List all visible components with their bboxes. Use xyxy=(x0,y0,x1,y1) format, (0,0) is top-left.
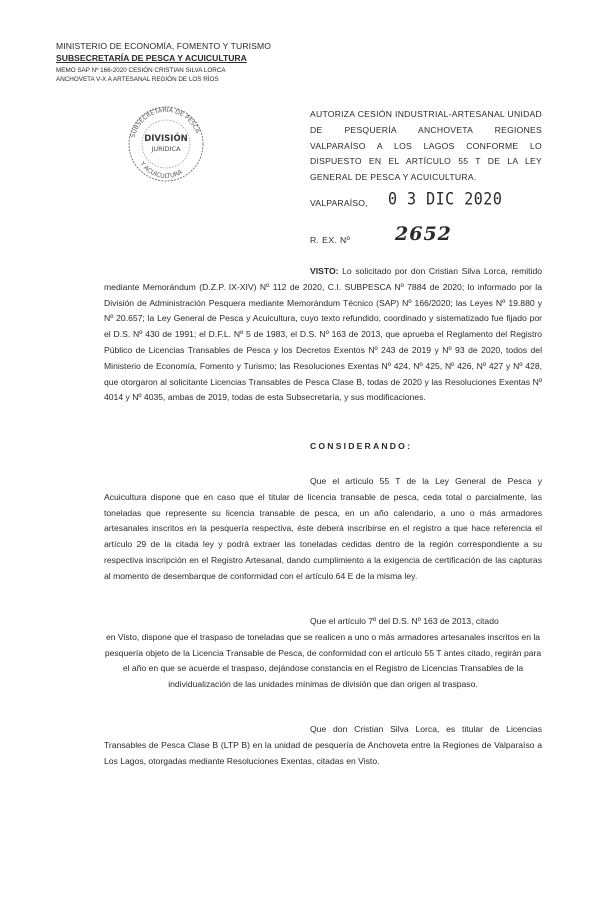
stamp-center-line1: DIVISIÓN xyxy=(144,134,188,144)
visto-paragraph xyxy=(104,264,542,406)
stamp-center-line2: JURÍDICA xyxy=(151,145,181,153)
resolution-subject: AUTORIZA CESIÓN INDUSTRIAL-ARTESANAL UNIDAD DE PESQUERÍA ANCHOVETA REGIONES VALPARAÍSO A LOS LAGOS CONFORME LO DISPUESTO EN EL ARTÍCULO 55 T DE LA LEY GENERAL DE PESCA Y ACUICULTURA. xyxy=(310,109,542,183)
stamp-ring-bottom: Y ACUICULTURA xyxy=(138,160,184,181)
memo-reference: MEMO SAP Nº 166-2020 CESIÓN CRISTIAN SILVA LORCA xyxy=(56,67,226,74)
subsecretaria-name: SUBSECRETARÍA DE PESCA Y ACUICULTURA xyxy=(56,53,247,63)
ministry-name: MINISTERIO DE ECONOMÍA, FOMENTO Y TURISMO xyxy=(56,41,271,51)
visto-text: Lo solicitado por don Cristian Silva Lorca, remitido mediante Memorándum (D.Z.P. IX-XIV) Nº 112 de 2020, C.I. SUBPESCA Nº 7884 de 2020; lo informado por la División de Administración Pesquera mediante Memorándum Técnico (SAP) Nº 166/2020; las Leyes Nº 19.880 y Nº 20.657; la Ley General de Pesca y Acuicultura, cuyo texto refundido, coordinado y sistematizado fue fijado por el D.S. Nº 430 de 1991; el D.F.L. Nº 5 de 1983, el D.S. Nº 163 de 2013, que aprueba el Reglamento del Registro Público de Licencias Transables de Pesca y los Decretos Exentos Nº 243 de 2019 y Nº 93 de 2020, todos del Ministerio de Economía, Fomento y Turismo; las Resoluciones Exentas Nº 424, Nº 425, Nº 426, Nº 427 y Nº 428, que otorgaron al solicitante Licencias Transables de Pesca Clase B, todas de 2020 y las Resoluciones Exentas Nº 4014 y Nº 4035, ambas de 2019, todas de esta Subsecretaría, y sus modificaciones. xyxy=(104,266,542,403)
considerando-heading: CONSIDERANDO: xyxy=(310,441,413,451)
resolution-label: R. EX. Nº xyxy=(310,235,351,245)
considerando-paragraph-1: Que el artículo 55 T de la Ley General de Pesca y Acuicultura dispone que en caso que el titular de licencia transable de pesca, ceda total o parcialmente, las toneladas que represente su licencia transable de pesca, en un año calendario, a uno o más armadores artesanales inscritos en la pesquería respectiva, éste deberá inscribirse en el registro a que hace referencia el artículo 29 de la citada ley y podrá extraer las toneladas cedidas dentro de la región correspondiente a su respectiva inscripción en el Registro Artesanal, dando cumplimiento a la exigencia de certificación de las capturas al momento de desembarque de conformidad con el artículo 64 E de la misma ley. xyxy=(104,476,542,581)
stamp-ring-top: SUBSECRETARÍA DE PESCA xyxy=(129,106,201,139)
visto-label: VISTO: xyxy=(310,266,339,276)
considerando-paragraph-2 xyxy=(104,614,542,693)
memo-reference-2: ANCHOVETA V-X A ARTESANAL REGIÓN DE LOS RÍOS xyxy=(56,76,219,83)
considerando-paragraph-2-rest: en Visto, dispone que el traspaso de toneladas que se realicen a uno o más armadores artesanales inscritos en la pesquería objeto de la Licencia Transable de Pesca, de conformidad con el artículo 55 T antes citado, regirán para el año en que se acuerde el traspaso, dejándose constancia en el Registro de Licencias Transables de la individualización de las unidades mínimas de división que dan origen al traspaso. xyxy=(104,631,542,690)
resolution-number: 2652 xyxy=(395,223,452,245)
considerando-paragraph-2-first-line: Que el artículo 7º del D.S. Nº 163 de 2013, citado xyxy=(310,616,499,626)
document-header xyxy=(56,40,306,84)
considerando-paragraph-3: Que don Cristian Silva Lorca, es titular de Licencias Transables de Pesca Clase B (LTP B) en la unidad de pesquería de Anchoveta entre la Regiones de Valparaíso a Los Lagos, otorgadas mediante Resoluciones Exentas, citadas en Visto. xyxy=(104,724,542,766)
place-label: VALPARAÍSO, xyxy=(310,198,368,208)
juridica-stamp xyxy=(126,104,206,184)
date-stamp: 0 3 DIC 2020 xyxy=(388,189,503,209)
